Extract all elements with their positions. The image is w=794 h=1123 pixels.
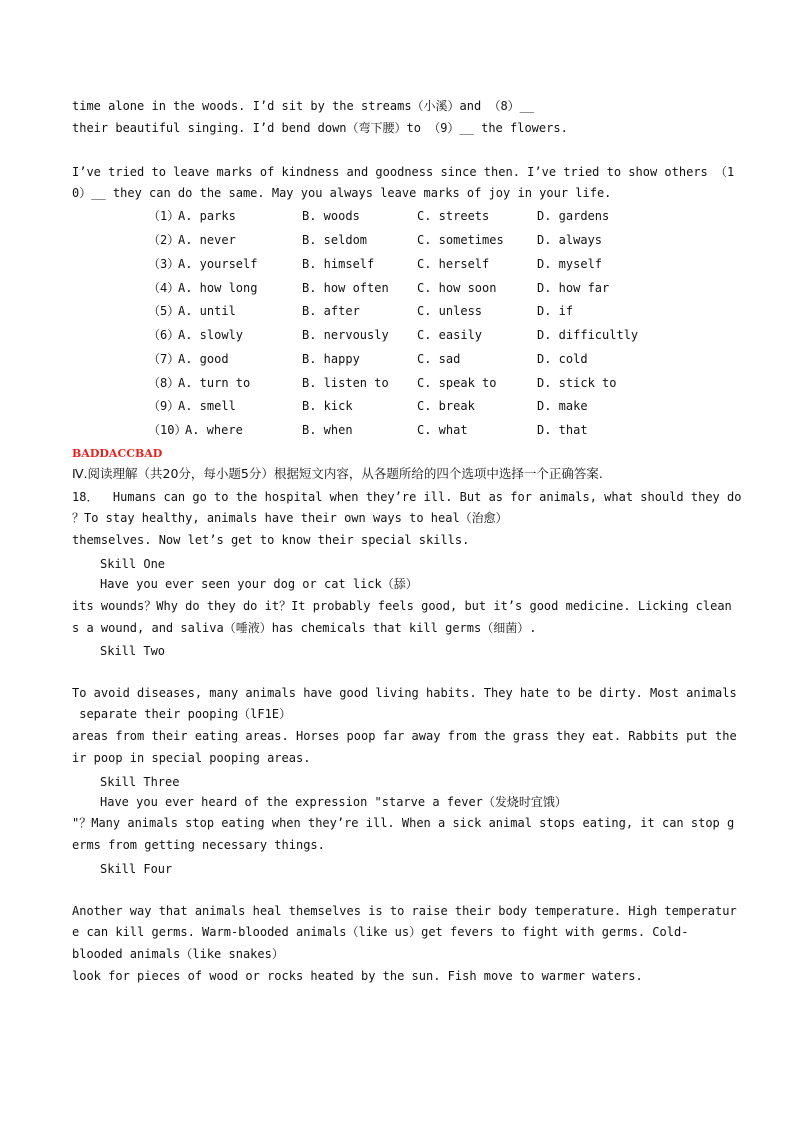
option-b: B. kick [302,399,353,413]
option-a: A. yourself [178,257,258,271]
text-line: "？Many animals stop eating when they’re ill. When a sick animal stops eating, it can stop g [72,816,735,830]
option-b: B. how often [302,281,389,295]
option-c: C. sad [417,352,461,366]
question-number: （6） [148,328,180,342]
text-line: s a wound, and saliva（唾液）has chemicals that kill germs（细菌）. [72,621,537,635]
text-line: their beautiful singing. I’d bend down（弯下腰）to （9）__ the flowers. [72,121,568,135]
option-d: D. if [537,304,574,318]
text-line: ？To stay healthy, animals have their own ways to heal（治愈） [72,511,508,525]
skill-heading: Skill Three [100,775,180,789]
option-a: A. never [178,233,236,247]
text-line: I’ve tried to leave marks of kindness and goodness since then. I’ve tried to show others （1 [72,165,735,179]
option-c: C. herself [417,257,490,271]
option-c: C. speak to [417,376,497,390]
option-b: B. seldom [302,233,368,247]
option-a: A. parks [178,209,236,223]
text-line: blooded animals（like snakes） [72,947,284,961]
option-d: D. make [537,399,588,413]
text-line: e can kill germs. Warm-blooded animals（like us）get fevers to fight with germs. Cold- [72,925,689,939]
option-c: C. unless [417,304,483,318]
skill-heading: Skill Four [100,862,173,876]
option-d: D. myself [537,257,603,271]
text-line: Have you ever seen your dog or cat lick（舔） [100,577,418,591]
option-a: A. turn to [178,376,251,390]
option-d: D. cold [537,352,588,366]
option-c: C. how soon [417,281,497,295]
question-number: （1） [148,209,180,223]
option-d: D. gardens [537,209,610,223]
option-b: B. woods [302,209,360,223]
option-a: A. until [178,304,236,318]
text-line: separate their pooping（lF1E） [72,707,292,721]
skill-heading: Skill One [100,557,166,571]
option-a: A. smell [178,399,236,413]
text-line: 0）__ they can do the same. May you always leave marks of joy in your life. [72,186,612,200]
option-b: B. happy [302,352,360,366]
question-number: （9） [148,399,180,413]
question-number: （3） [148,257,180,271]
text-line: Another way that animals heal themselves is to raise their body temperature. High temperatur [72,904,737,918]
answer-key: BADDACCBAD [72,447,163,460]
text-line: areas from their eating areas. Horses poop far away from the grass they eat. Rabbits put the [72,729,737,743]
option-a: A. slowly [178,328,244,342]
text-line: 18． Humans can go to the hospital when they’re ill. But as for animals, what should they do [72,490,742,504]
text-line: themselves. Now let’s get to know their special skills. [72,533,470,547]
option-c: C. what [417,423,468,437]
section-heading: Ⅳ.阅读理解（共20分，每小题5分）根据短文内容，从各题所给的四个选项中选择一个正确答案. [72,466,603,481]
text-line: Have you ever heard of the expression "starve a fever（发烧时宜饿） [100,795,567,809]
option-c: C. streets [417,209,490,223]
option-d: D. stick to [537,376,617,390]
text-line: ir poop in special pooping areas. [72,751,311,765]
question-number: （10） [148,423,187,437]
text-line: To avoid diseases, many animals have good living habits. They hate to be dirty. Most animals [72,686,737,700]
option-c: C. sometimes [417,233,504,247]
option-c: C. break [417,399,475,413]
question-number: （5） [148,304,180,318]
option-d: D. always [537,233,603,247]
question-number: （8） [148,376,180,390]
option-b: B. after [302,304,360,318]
option-a: A. good [178,352,229,366]
skill-heading: Skill Two [100,644,166,658]
option-b: B. nervously [302,328,389,342]
question-number: （7） [148,352,180,366]
text-line: its wounds？Why do they do it？It probably feels good, but it’s good medicine. Licking clean [72,599,732,613]
text-line: time alone in the woods. I’d sit by the streams（小溪）and （8）__ [72,99,535,113]
text-line: look for pieces of wood or rocks heated by the sun. Fish move to warmer waters. [72,969,643,983]
option-b: B. listen to [302,376,389,390]
option-d: D. how far [537,281,610,295]
text-line: erms from getting necessary things. [72,838,325,852]
question-number: （2） [148,233,180,247]
option-a: A. where [185,423,243,437]
question-number: （4） [148,281,180,295]
option-a: A. how long [178,281,258,295]
option-d: D. that [537,423,588,437]
option-c: C. easily [417,328,483,342]
option-d: D. difficultly [537,328,639,342]
option-b: B. himself [302,257,375,271]
option-b: B. when [302,423,353,437]
